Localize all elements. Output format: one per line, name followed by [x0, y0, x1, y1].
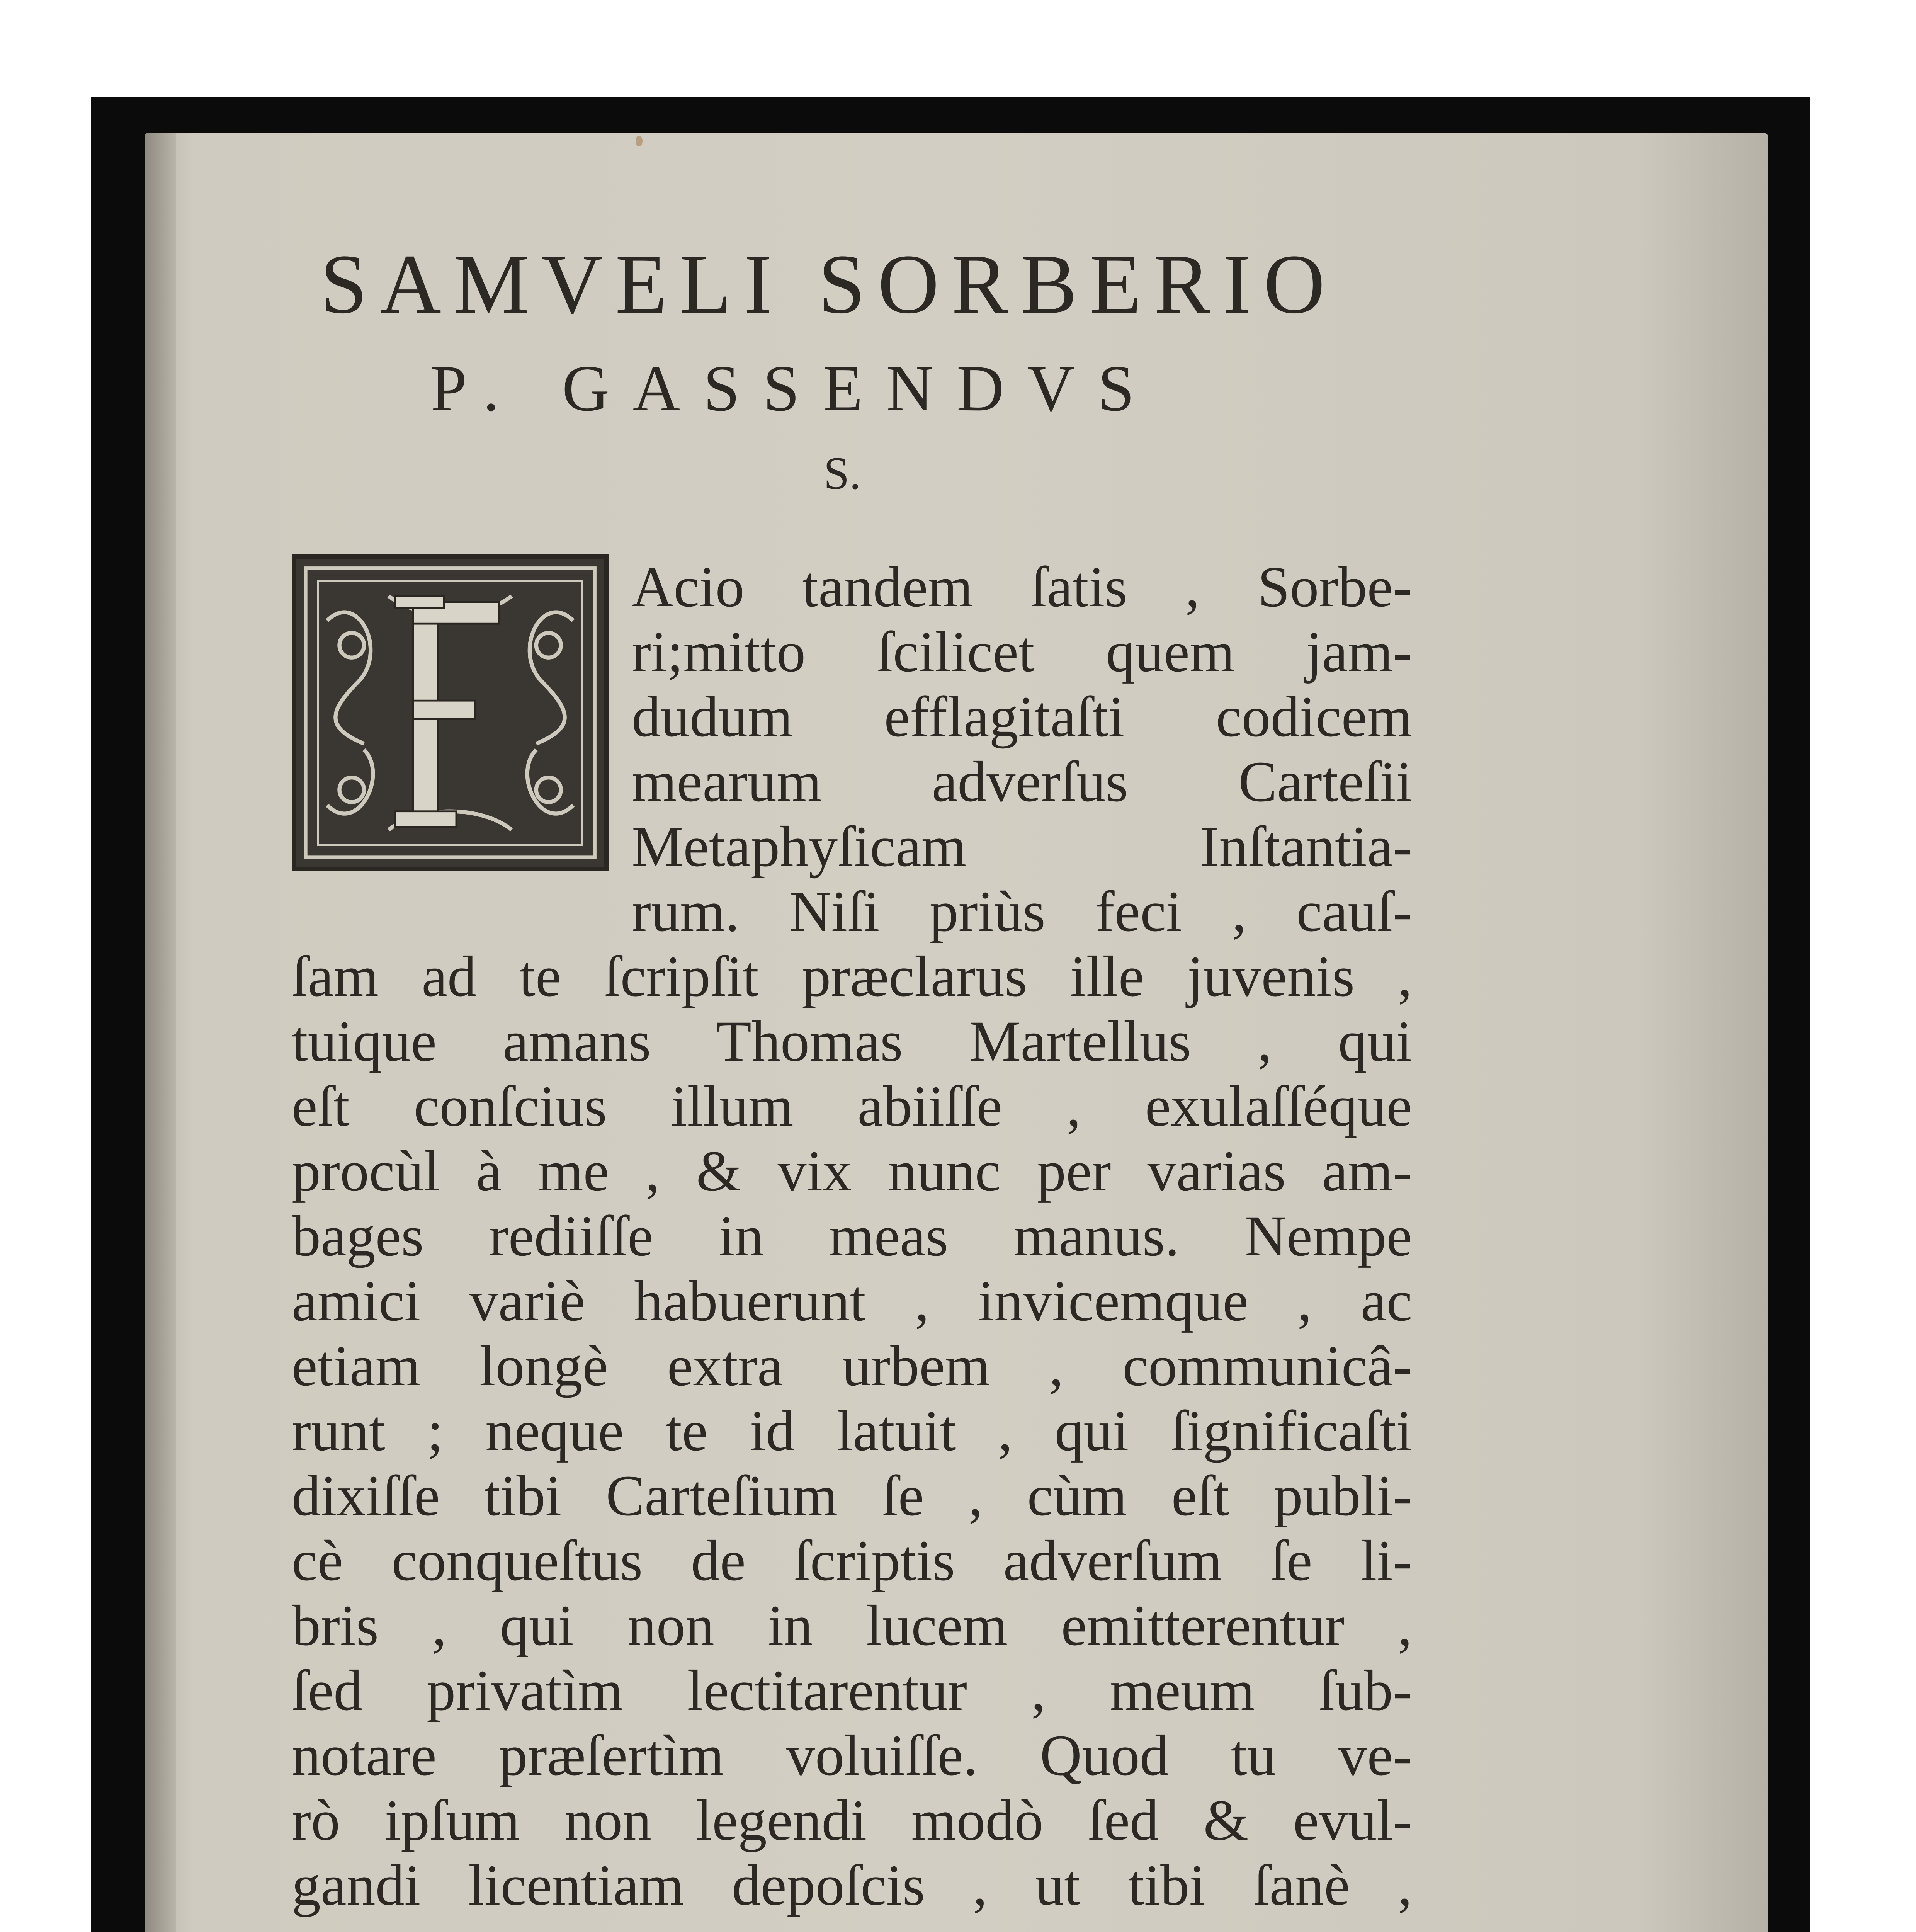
text-line: Metaphyſicam Inſtantia- [632, 815, 1412, 879]
text-line: dudum efflagitaſti codicem [632, 685, 1412, 749]
text-line: etiam longè extra urbem , communicâ- [292, 1334, 1412, 1398]
book-page [145, 133, 1768, 1932]
text-line: procùl à me , & vix nunc per varias am- [292, 1139, 1412, 1203]
text-line: amici variè habuerunt , invicemque , ac [292, 1269, 1412, 1333]
text-line: gandi licentiam depoſcis , ut tibi ſanè , [292, 1853, 1412, 1917]
text-line: cè conqueſtus de ſcriptis adverſum ſe li- [292, 1529, 1412, 1593]
text-line: Acio tandem ſatis , Sorbe- [632, 555, 1412, 619]
text-line: ſed privatìm lectitarentur , meum ſub- [292, 1658, 1412, 1723]
text-line: rum. Niſi priùs feci , cauſ- [632, 879, 1412, 944]
text-line: mearum adverſus Carteſii [632, 750, 1412, 814]
paper-stain [636, 136, 643, 146]
text-line: rò ipſum non legendi modò ſed & evul- [292, 1788, 1412, 1852]
text-line: runt ; neque te id latuit , qui ſignificaſti [292, 1399, 1412, 1463]
page-gutter [145, 133, 176, 1932]
text-line: bris , qui non in lucem emitterentur , [292, 1594, 1412, 1658]
heading-author: P. GASSENDVS [430, 352, 1158, 425]
heading-salutation: S. [823, 447, 861, 499]
scan-frame [91, 97, 1810, 1932]
heading-addressee: SAMVELI SORBERIO [320, 237, 1338, 331]
body-text [292, 554, 1412, 1918]
text-line: bages rediiſſe in meas manus. Nempe [292, 1204, 1412, 1268]
text-line: dixiſſe tibi Carteſium ſe , cùm eſt publi- [292, 1464, 1412, 1528]
text-line: eſt conſcius illum abiiſſe , exulaſſéque [292, 1074, 1412, 1138]
text-line: ſam ad te ſcripſit præclarus ille juvenis , [292, 944, 1412, 1009]
text-line: notare præſertìm voluiſſe. Quod tu ve- [292, 1723, 1412, 1787]
text-line: ri;mitto ſcilicet quem jam- [632, 620, 1412, 684]
text-line: tuique amans Thomas Martellus , qui [292, 1009, 1412, 1073]
